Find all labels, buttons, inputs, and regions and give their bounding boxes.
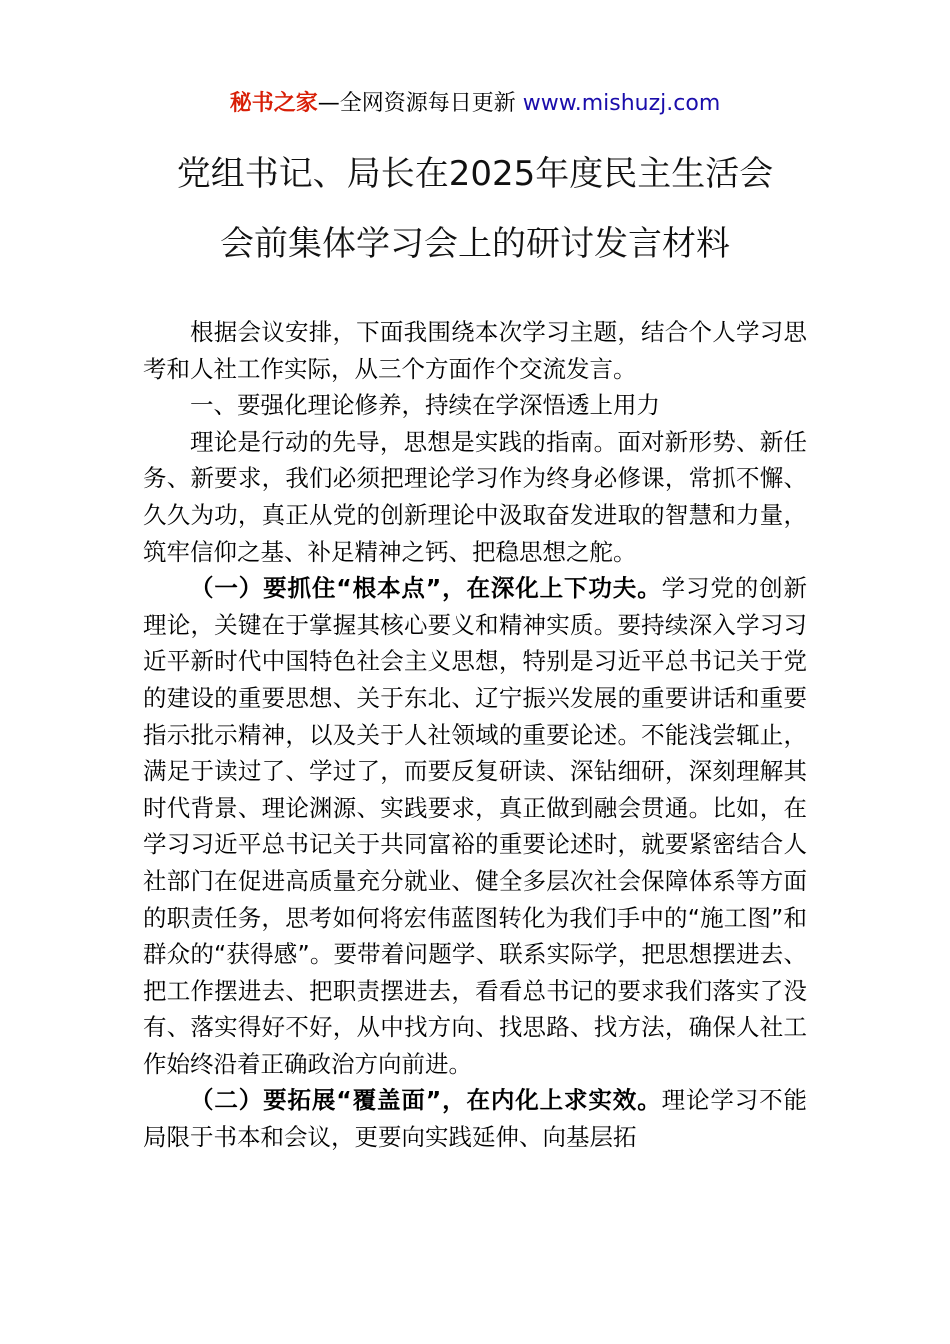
section-1-intro-paragraph: 理论是行动的先导，思想是实践的指南。面对新形势、新任务、新要求，我们必须把理论学习作为终身必修课，常抓不懈、久久为功，真正从党的创新理论中汲取奋发进取的智慧和力量，筑牢信仰之基、补足精神之钙、把稳思想之舵。 xyxy=(143,427,807,566)
site-tagline: —全网资源每日更新 xyxy=(317,91,523,116)
document-title-line-2: 会前集体学习会上的研讨发言材料 xyxy=(220,224,730,264)
site-name: 秘书之家 xyxy=(229,91,318,116)
subsection-1-body: 学习党的创新理论，关键在于掌握其核心要义和精神实质。要持续深入学习习近平新时代中国特色社会主义思想，特别是习近平总书记关于党的建设的重要思想、关于东北、辽宁振兴发展的重要讲话和重要指示批示精神，以及关于人社领域的重要论述。不能浅尝辄止，满足于读过了、学过了，而要反复研读、深钻细研，深刻理解其时代背景、理论渊源、实践要求，真正做到融会贯通。比如，在学习习近平总书记关于共同富裕的重要论述时，就要紧密结合人社部门在促进高质量充分就业、健全多层次社会保障体系等方面的职责任务，思考如何将宏伟蓝图转化为我们手中的“施工图”和群众的“获得感”。要带着问题学、联系实际学，把思想摆进去、把工作摆进去、把职责摆进去，看看总书记的要求我们落实了没有、落实得好不好，从中找方向、找思路、找方法，确保人社工作始终沿着正确政治方向前进。 xyxy=(143,574,807,1078)
subsection-1-heading: （一）要抓住“根本点”，在深化上下功夫。 xyxy=(190,574,662,603)
subsection-2-paragraph xyxy=(143,1082,807,1155)
site-url-link[interactable]: www.mishuzj.com xyxy=(522,91,721,116)
document-body xyxy=(143,314,807,1156)
site-header xyxy=(0,88,950,120)
section-1-heading: 一、要强化理论修养，持续在学深悟透上用力 xyxy=(190,391,660,420)
document-title-line-1: 党组书记、局长在2025年度民主生活会 xyxy=(176,154,774,194)
subsection-1-paragraph xyxy=(143,570,807,1082)
subsection-2-body: 理论学习不能局限于书本和会议，更要向实践延伸、向基层拓 xyxy=(143,1086,807,1152)
subsection-2-heading: （二）要拓展“覆盖面”，在内化上求实效。 xyxy=(190,1086,662,1115)
intro-paragraph: 根据会议安排，下面我围绕本次学习主题，结合个人学习思考和人社工作实际，从三个方面作个交流发言。 xyxy=(143,318,807,383)
